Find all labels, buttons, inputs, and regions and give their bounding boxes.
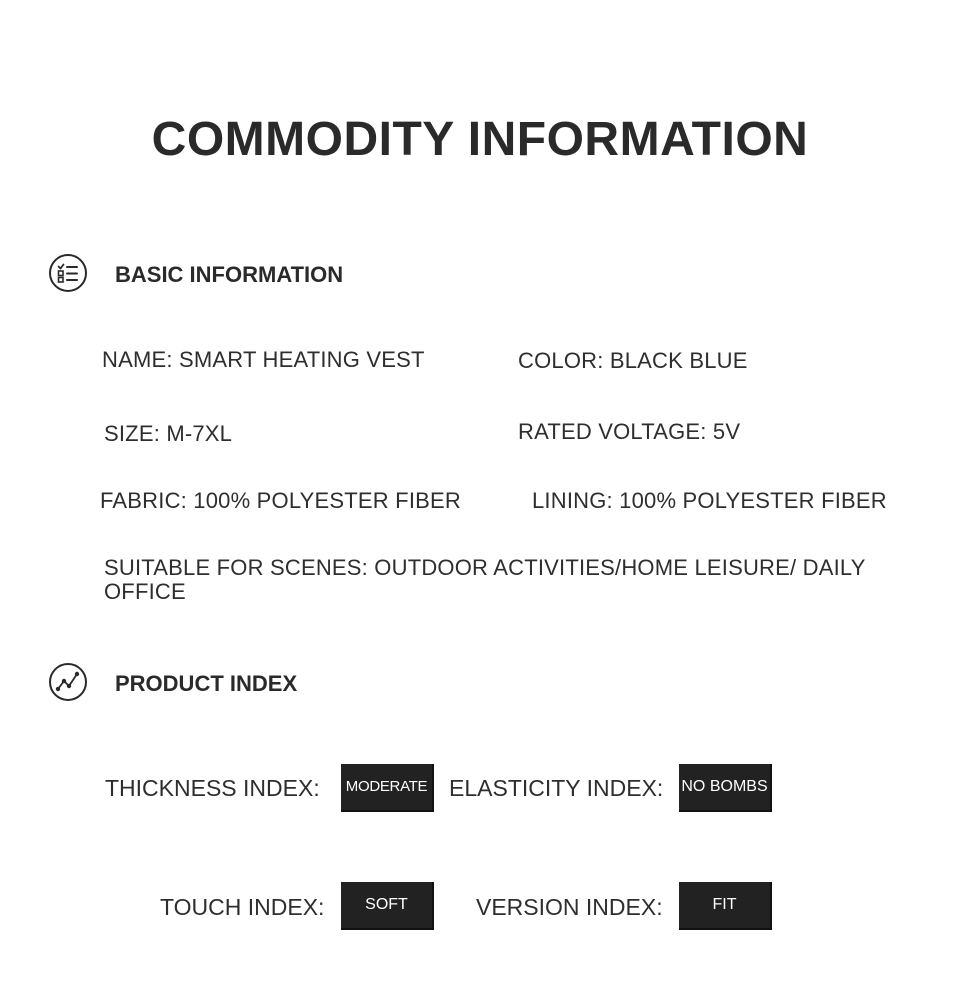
rated-voltage: RATED VOLTAGE: 5V	[518, 419, 741, 444]
product-color: COLOR: BLACK BLUE	[518, 348, 748, 373]
basic-information-heading: BASIC INFORMATION	[115, 262, 344, 287]
suitable-scenes: SUITABLE FOR SCENES: OUTDOOR ACTIVITIES/HOME LEISURE/ DAILY OFFICE	[104, 555, 866, 604]
touch-index-label: TOUCH INDEX:	[160, 894, 325, 920]
version-index-badge: FIT	[679, 882, 772, 930]
version-index-label: VERSION INDEX:	[476, 894, 663, 920]
fabric: FABRIC: 100% POLYESTER FIBER	[100, 488, 461, 513]
page-title: COMMODITY INFORMATION	[151, 113, 809, 166]
touch-index-badge: SOFT	[341, 882, 434, 930]
line-chart-icon	[48, 662, 88, 702]
elasticity-index-label: ELASTICITY INDEX:	[449, 775, 664, 801]
thickness-index-badge: MODERATE	[341, 764, 434, 812]
thickness-index-label: THICKNESS INDEX:	[105, 775, 320, 801]
elasticity-index-badge: NO BOMBS	[679, 764, 772, 812]
product-size: SIZE: M-7XL	[104, 421, 233, 446]
product-index-heading: PRODUCT INDEX	[115, 671, 298, 696]
checklist-icon	[48, 253, 88, 293]
product-name: NAME: SMART HEATING VEST	[102, 347, 425, 372]
lining: LINING: 100% POLYESTER FIBER	[532, 488, 887, 513]
